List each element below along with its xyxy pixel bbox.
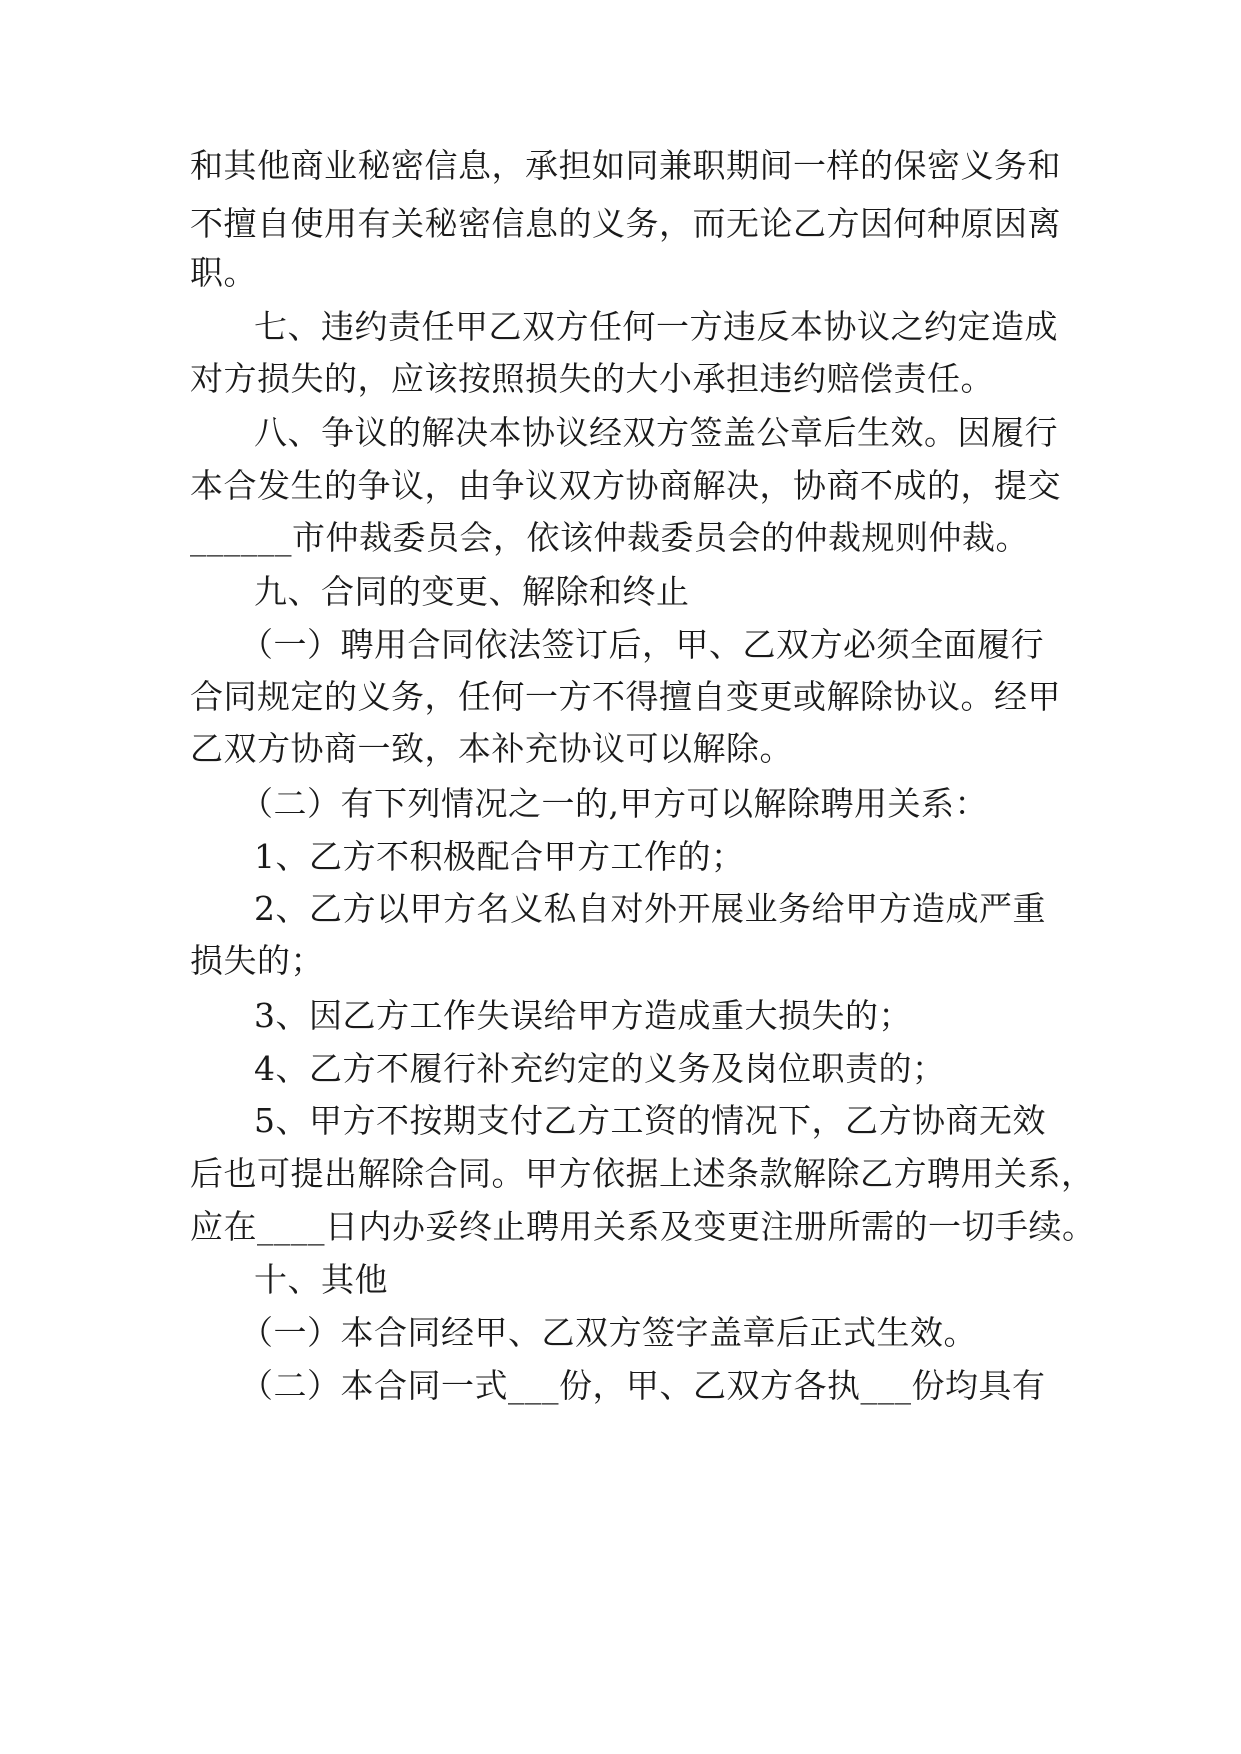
text-line: 职。 xyxy=(190,253,257,292)
text-line: 七、违约责任甲乙双方任何一方违反本协议之约定造成 xyxy=(254,307,1058,346)
list-item: 2、乙方以甲方名义私自对外开展业务给甲方造成严重 xyxy=(254,889,1046,928)
list-item: 3、因乙方工作失误给甲方造成重大损失的； xyxy=(254,996,912,1035)
text-line: 合同规定的义务，任何一方不得擅自变更或解除协议。经甲 xyxy=(190,677,1061,716)
text-line: （一）聘用合同依法签订后，甲、乙双方必须全面履行 xyxy=(240,625,1044,664)
text-line: （二）本合同一式___份，甲、乙双方各执___份均具有 xyxy=(240,1366,1046,1405)
text-line: 乙双方协商一致，本补充协议可以解除。 xyxy=(190,729,793,768)
text-line: （二）有下列情况之一的,甲方可以解除聘用关系： xyxy=(240,784,988,823)
list-item: 4、乙方不履行补充约定的义务及岗位职责的； xyxy=(254,1049,946,1088)
section-heading: 十、其他 xyxy=(254,1260,388,1299)
text-line: 八、争议的解决本协议经双方签盖公章后生效。因履行 xyxy=(254,413,1058,452)
text-line: 应在____日内办妥终止聘用关系及变更注册所需的一切手续。 xyxy=(190,1207,1096,1246)
list-item: 1、乙方不积极配合甲方工作的； xyxy=(254,837,745,876)
text-line: 不擅自使用有关秘密信息的义务，而无论乙方因何种原因离 xyxy=(190,204,1061,243)
text-line: 和其他商业秘密信息，承担如同兼职期间一样的保密义务和 xyxy=(190,146,1061,185)
text-line: ______市仲裁委员会，依该仲裁委员会的仲裁规则仲裁。 xyxy=(190,518,1029,557)
list-item: 5、甲方不按期支付乙方工资的情况下，乙方协商无效 xyxy=(254,1101,1046,1140)
text-line: 对方损失的，应该按照损失的大小承担违约赔偿责任。 xyxy=(190,359,994,398)
text-line: 后也可提出解除合同。甲方依据上述条款解除乙方聘用关系， xyxy=(190,1154,1095,1193)
text-line: 本合发生的争议，由争议双方协商解决，协商不成的，提交 xyxy=(190,466,1061,505)
section-heading: 九、合同的变更、解除和终止 xyxy=(254,572,690,611)
text-line: （一）本合同经甲、乙双方签字盖章后正式生效。 xyxy=(240,1313,977,1352)
text-line: 损失的； xyxy=(190,941,324,980)
